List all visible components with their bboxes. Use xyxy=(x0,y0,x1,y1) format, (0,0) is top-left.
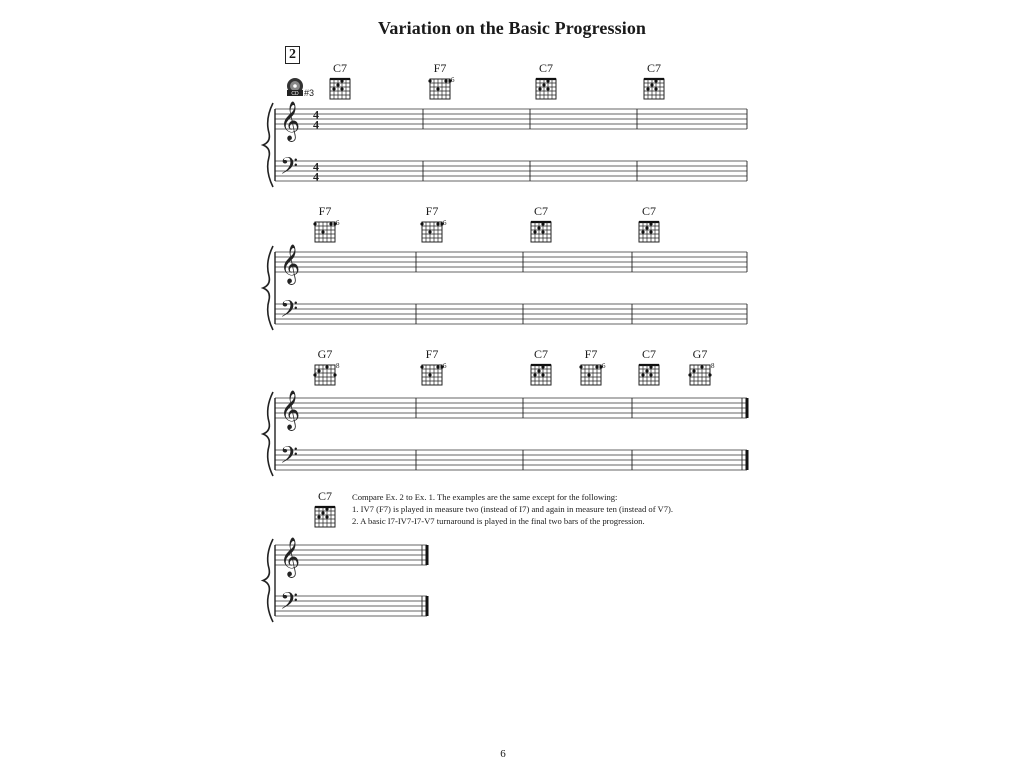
chord-finger-dot xyxy=(542,83,545,86)
chord-name: C7 xyxy=(533,347,548,361)
chord-name: C7 xyxy=(332,61,347,75)
chord-finger-dot xyxy=(537,369,540,372)
chord-diagram xyxy=(639,365,659,385)
chord-diagram xyxy=(536,79,556,99)
notes-intro: Compare Ex. 2 to Ex. 1. The examples are the same except for the following: xyxy=(352,492,618,502)
chord-finger-dot xyxy=(646,87,649,90)
chord-finger-dot xyxy=(332,87,335,90)
chord-grid-frame xyxy=(315,365,335,385)
chord-finger-dot xyxy=(688,373,691,376)
staff-system xyxy=(263,537,427,622)
treble-clef: 𝄞 xyxy=(280,101,301,141)
chord-diagram xyxy=(688,365,711,385)
treble-clef: 𝄞 xyxy=(280,244,301,284)
system-brace xyxy=(263,539,273,622)
chord-name: F7 xyxy=(433,61,447,75)
chord-finger-dot xyxy=(428,373,431,376)
chord-finger-dot xyxy=(428,230,431,233)
bass-clef: 𝄢 xyxy=(280,295,299,328)
chord-finger-dot xyxy=(340,79,343,82)
chord-finger-dot xyxy=(649,230,652,233)
bass-clef: 𝄢 xyxy=(280,152,299,185)
chord-fret-number: 6 xyxy=(602,362,606,370)
chord-finger-dot xyxy=(579,365,582,368)
chord-finger-dot xyxy=(317,515,320,518)
chord-fret-number: 6 xyxy=(451,76,455,84)
chord-finger-dot xyxy=(700,365,703,368)
chord-finger-dot xyxy=(546,87,549,90)
chord-name: C7 xyxy=(317,489,332,503)
chord-finger-dot xyxy=(340,87,343,90)
chord-finger-dot xyxy=(420,222,423,225)
chord-finger-dot xyxy=(333,373,336,376)
chord-finger-dot xyxy=(321,230,324,233)
chord-finger-dot xyxy=(313,373,316,376)
system-brace xyxy=(263,103,273,187)
chord-name: C7 xyxy=(646,61,661,75)
chord-finger-dot xyxy=(645,226,648,229)
chord-name: F7 xyxy=(318,204,332,218)
chord-finger-dot xyxy=(313,222,316,225)
chord-name: C7 xyxy=(533,204,548,218)
chord-finger-dot xyxy=(436,365,439,368)
time-signature-bottom: 4 xyxy=(313,117,319,132)
chord-finger-dot xyxy=(650,83,653,86)
example-number-box: 2 xyxy=(285,46,300,64)
staff-system xyxy=(263,101,747,187)
staff-system xyxy=(263,390,747,476)
performance-notes xyxy=(352,491,732,527)
chord-finger-dot xyxy=(708,373,711,376)
chord-name: C7 xyxy=(538,61,553,75)
chord-diagram xyxy=(428,79,451,99)
chord-diagram xyxy=(531,222,551,242)
chord-finger-dot xyxy=(321,511,324,514)
time-signature-bottom: 4 xyxy=(313,169,319,184)
time-signature-top: 4 xyxy=(313,159,319,174)
chord-finger-dot xyxy=(649,222,652,225)
chord-diagram xyxy=(579,365,602,385)
chord-finger-dot xyxy=(329,222,332,225)
chord-finger-dot xyxy=(649,365,652,368)
chord-finger-dot xyxy=(317,369,320,372)
chord-finger-dot xyxy=(325,365,328,368)
chord-finger-dot xyxy=(645,369,648,372)
chord-grid-frame xyxy=(690,365,710,385)
time-signature-top: 4 xyxy=(313,107,319,122)
system-brace xyxy=(263,246,273,330)
chord-finger-dot xyxy=(325,515,328,518)
chord-diagram xyxy=(639,222,659,242)
chord-name: C7 xyxy=(641,204,656,218)
chord-finger-dot xyxy=(541,230,544,233)
chord-name: G7 xyxy=(692,347,708,361)
chord-finger-dot xyxy=(587,373,590,376)
chord-diagram xyxy=(313,365,336,385)
page-title: Variation on the Basic Progression xyxy=(377,18,647,38)
chord-fret-number: 8 xyxy=(336,362,340,370)
chord-finger-dot xyxy=(654,79,657,82)
chord-finger-dot xyxy=(533,373,536,376)
chord-name: F7 xyxy=(584,347,598,361)
chord-finger-dot xyxy=(649,373,652,376)
chord-finger-dot xyxy=(533,230,536,233)
bass-clef: 𝄢 xyxy=(280,441,299,474)
chord-finger-dot xyxy=(538,87,541,90)
chord-fret-number: 6 xyxy=(336,219,340,227)
chord-diagram xyxy=(644,79,664,99)
system-brace xyxy=(263,392,273,476)
chord-fret-number: 6 xyxy=(443,362,447,370)
chord-finger-dot xyxy=(641,230,644,233)
chord-fret-number: 8 xyxy=(711,362,715,370)
chord-name: C7 xyxy=(641,347,656,361)
chord-diagram xyxy=(313,222,336,242)
page-number: 6 xyxy=(500,748,506,760)
chord-finger-dot xyxy=(436,87,439,90)
chord-finger-dot xyxy=(692,369,695,372)
chord-finger-dot xyxy=(541,373,544,376)
chord-finger-dot xyxy=(336,83,339,86)
chord-finger-dot xyxy=(546,79,549,82)
chord-finger-dot xyxy=(537,226,540,229)
chord-finger-dot xyxy=(541,365,544,368)
chord-diagram xyxy=(420,365,443,385)
chord-name: G7 xyxy=(317,347,333,361)
treble-clef: 𝄞 xyxy=(280,390,301,430)
chord-finger-dot xyxy=(541,222,544,225)
chord-name: F7 xyxy=(425,347,439,361)
chord-finger-dot xyxy=(595,365,598,368)
chord-finger-dot xyxy=(436,222,439,225)
chord-finger-dot xyxy=(641,373,644,376)
staff-system xyxy=(263,244,747,330)
chord-diagram xyxy=(531,365,551,385)
chord-finger-dot xyxy=(325,507,328,510)
chord-finger-dot xyxy=(420,365,423,368)
treble-clef: 𝄞 xyxy=(280,537,301,577)
chord-finger-dot xyxy=(654,87,657,90)
chord-diagram xyxy=(420,222,443,242)
chord-finger-dot xyxy=(428,79,431,82)
svg-text:CD: CD xyxy=(291,91,299,97)
chord-diagram xyxy=(315,507,335,527)
bass-clef: 𝄢 xyxy=(280,587,299,620)
chord-fret-number: 6 xyxy=(443,219,447,227)
chord-name: F7 xyxy=(425,204,439,218)
chord-finger-dot xyxy=(444,79,447,82)
notes-item-2: 2. A basic I7-IV7-I7-V7 turnaround is played in the final two bars of the progression. xyxy=(352,516,645,526)
notes-item-1: 1. IV7 (F7) is played in measure two (instead of I7) and again in measure ten (instead of V7). xyxy=(352,504,674,514)
chord-diagram xyxy=(330,79,350,99)
cd-track-label: #3 xyxy=(304,88,315,98)
